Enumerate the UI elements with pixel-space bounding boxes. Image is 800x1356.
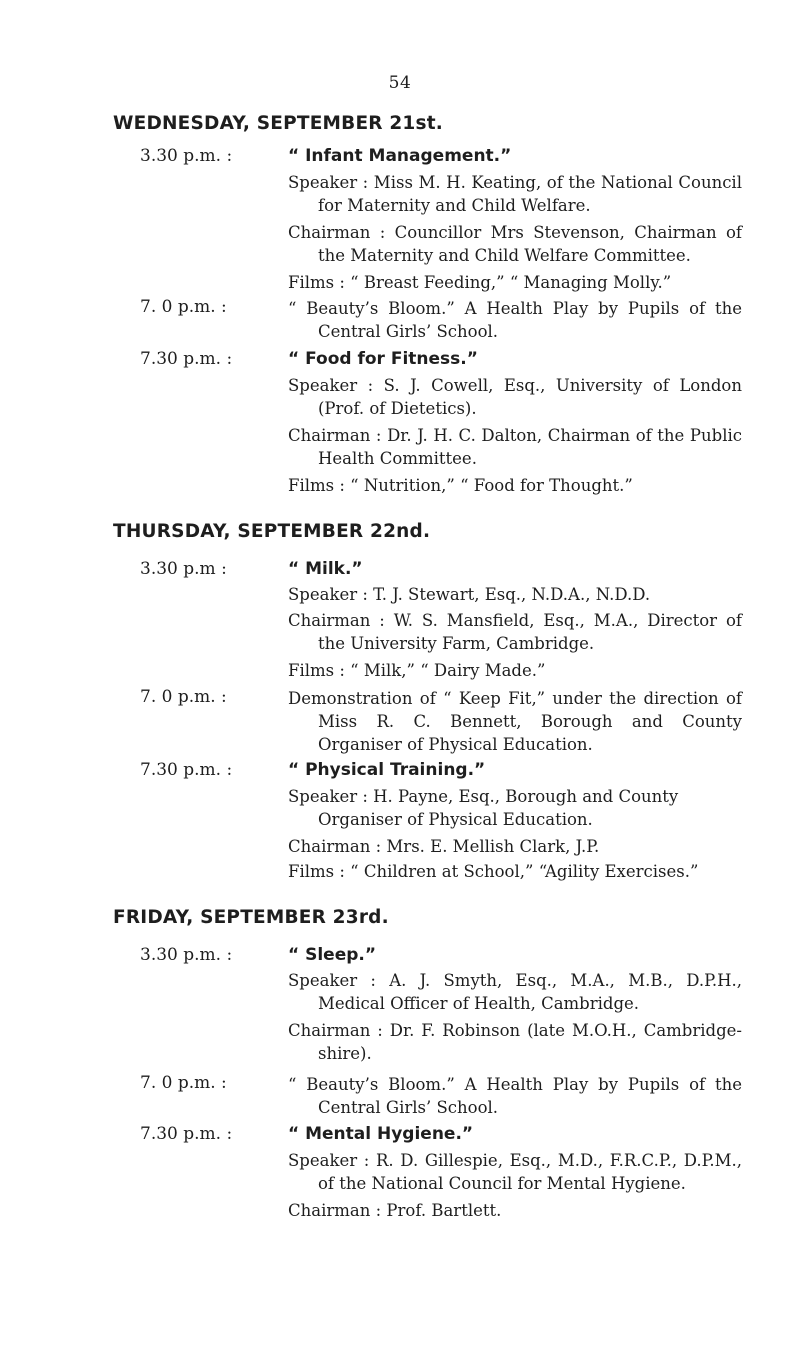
session-films: Films : “ Nutrition,” “ Food for Thought.” [288, 476, 633, 495]
session-time: 3.30 p.m. : [140, 945, 233, 965]
session-description: “ Beauty’s Bloom.” A Health Play by Pupils of the Central Girls’ School. [288, 299, 742, 341]
session-chairman: Chairman : W. S. Mansfield, Esq., M.A., Director of the University Farm, Cambridge. [288, 611, 742, 653]
session-time: 7.30 p.m. : [140, 1124, 233, 1144]
day-heading-wednesday: WEDNESDAY, SEPTEMBER 21st. [113, 113, 443, 134]
session-description: “ Beauty’s Bloom.” A Health Play by Pupils of the Central Girls’ School. [288, 1075, 742, 1117]
session-description: Demonstration of “ Keep Fit,” under the direction of Miss R. C. Bennett, Borough and County Organiser of Physical Education. [288, 689, 742, 754]
session-time: 3.30 p.m : [140, 559, 227, 579]
session-title: “ Milk.” [288, 559, 363, 579]
session-chairman: Chairman : Prof. Bartlett. [288, 1201, 502, 1220]
session-time: 7.30 p.m. : [140, 349, 233, 369]
session-speaker: Speaker : Miss M. H. Keating, of the National Council for Maternity and Child Welfare. [288, 173, 742, 215]
page-number: 54 [388, 73, 412, 93]
session-chairman: Chairman : Dr. F. Robinson (late M.O.H., Cambridge-shire). [288, 1021, 742, 1063]
session-time: 7.30 p.m. : [140, 760, 233, 780]
session-time: 7. 0 p.m. : [140, 297, 227, 317]
session-time: 3.30 p.m. : [140, 146, 233, 166]
session-speaker: Speaker : S. J. Cowell, Esq., University of London (Prof. of Dietetics). [288, 376, 742, 418]
session-speaker: Speaker : A. J. Smyth, Esq., M.A., M.B., D.P.H., Medical Officer of Health, Cambridge. [288, 971, 742, 1013]
session-title: “ Food for Fitness.” [288, 349, 478, 369]
session-title: “ Infant Management.” [288, 146, 512, 166]
session-speaker: Speaker : R. D. Gillespie, Esq., M.D., F.R.C.P., D.P.M., of the National Council for Mental Hygiene. [288, 1151, 742, 1193]
session-title: “ Mental Hygiene.” [288, 1124, 474, 1144]
session-speaker: Speaker : H. Payne, Esq., Borough and County Organiser of Physical Education. [288, 787, 679, 829]
session-films: Films : “ Children at School,” “Agility Exercises.” [288, 862, 699, 881]
session-chairman: Chairman : Mrs. E. Mellish Clark, J.P. [288, 837, 600, 856]
session-chairman: Chairman : Councillor Mrs Stevenson, Chairman of the Maternity and Child Welfare Committee. [288, 223, 742, 265]
session-films: Films : “ Breast Feeding,” “ Managing Molly.” [288, 273, 672, 292]
session-time: 7. 0 p.m. : [140, 687, 227, 707]
session-title: “ Physical Training.” [288, 760, 486, 780]
day-heading-friday: FRIDAY, SEPTEMBER 23rd. [113, 907, 389, 928]
day-heading-thursday: THURSDAY, SEPTEMBER 22nd. [113, 521, 431, 542]
session-time: 7. 0 p.m. : [140, 1073, 227, 1093]
session-films: Films : “ Milk,” “ Dairy Made.” [288, 661, 546, 680]
session-chairman: Chairman : Dr. J. H. C. Dalton, Chairman of the Public Health Committee. [288, 426, 742, 468]
session-speaker: Speaker : T. J. Stewart, Esq., N.D.A., N.D.D. [288, 585, 651, 604]
session-title: “ Sleep.” [288, 945, 377, 965]
